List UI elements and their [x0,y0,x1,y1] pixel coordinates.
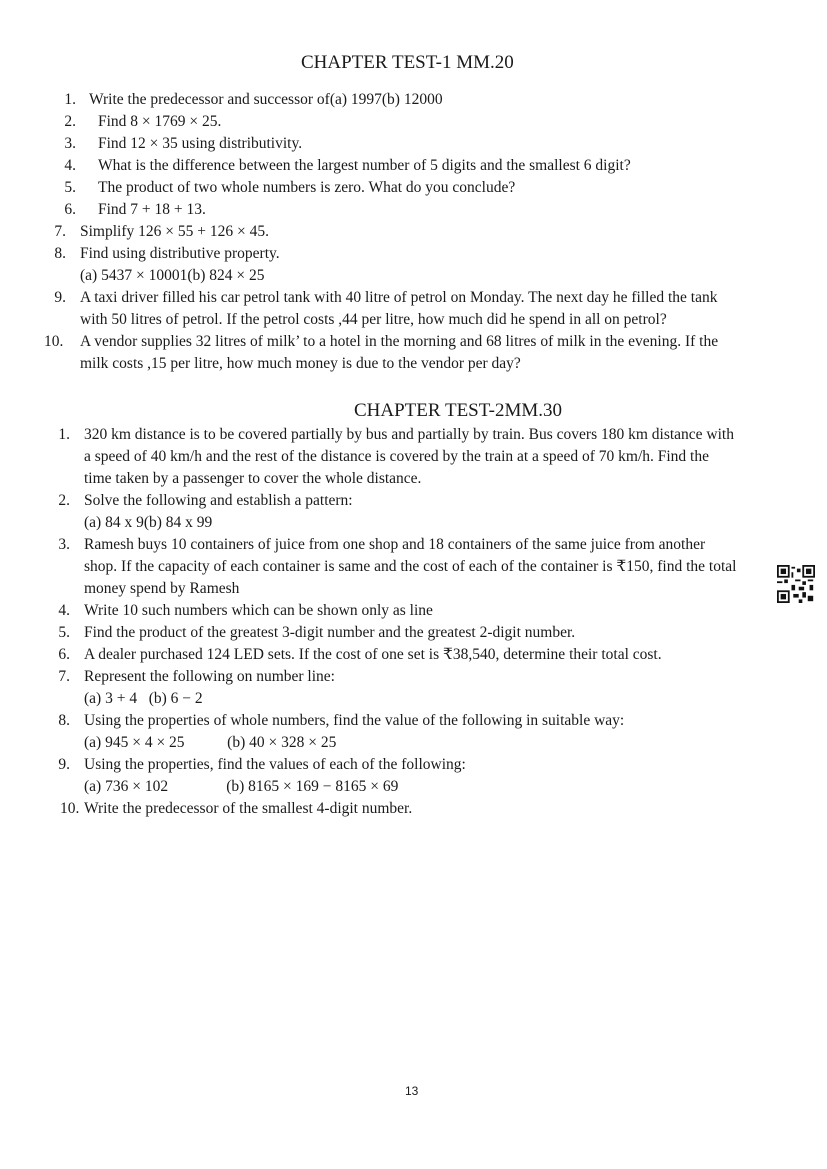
question-text-line-2: (a) 736 × 102 (b) 8165 × 169 − 8165 × 69 [84,778,399,795]
page-number: 13 [405,1084,419,1098]
question-text: Find the product of the greatest 3-digit number and the greatest 2-digit number. [84,624,576,641]
question-number: 4. [58,602,70,619]
question-text: Find using distributive property. [80,245,280,262]
question-number: 1. [64,91,76,108]
question-text-line-2: (a) 84 x 9(b) 84 x 99 [84,514,213,531]
question-text: Simplify 126 × 55 + 126 × 45. [80,223,269,240]
question-text-line-2: milk costs ,15 per litre, how much money is due to the vendor per day? [80,355,521,372]
question-number: 4. [64,157,76,174]
question-number: 10. [44,333,64,350]
question-text: Find 8 × 1769 × 25. [98,113,222,130]
question-number: 8. [54,245,66,262]
question-text-line-3: time taken by a passenger to cover the whole distance. [84,470,422,487]
qr-code-icon [777,565,815,603]
question-number: 3. [58,536,70,553]
question-number: 10. [60,800,80,817]
chapter-test-2-title: CHAPTER TEST-2MM.30 [354,400,562,421]
question-text: Using the properties, find the values of each of the following: [84,756,466,773]
question-text: 320 km distance is to be covered partially by bus and partially by train. Bus covers 180 km distance with [84,426,734,443]
question-text-line-2: (a) 945 × 4 × 25 (b) 40 × 328 × 25 [84,734,337,751]
question-number: 7. [54,223,66,240]
question-text: Find 7 + 18 + 13. [98,201,206,218]
question-text-line-2: a speed of 40 km/h and the rest of the distance is covered by the train at a speed of 70 km/h. Find the [84,448,709,465]
question-number: 2. [64,113,76,130]
question-text: Solve the following and establish a pattern: [84,492,353,509]
question-text-line-2: shop. If the capacity of each container is same and the cost of each of the container is ₹150, find the total [84,558,737,575]
question-text: What is the difference between the largest number of 5 digits and the smallest 6 digit? [98,157,631,174]
question-number: 5. [64,179,76,196]
question-text: Using the properties of whole numbers, find the value of the following in suitable way: [84,712,625,729]
question-text: Ramesh buys 10 containers of juice from one shop and 18 containers of the same juice from another [84,536,706,553]
question-number: 1. [58,426,70,443]
question-number: 3. [64,135,76,152]
question-text-line-2: (a) 5437 × 10001(b) 824 × 25 [80,267,265,284]
question-text-line-3: money spend by Ramesh [84,580,240,597]
question-number: 2. [58,492,70,509]
question-number: 9. [54,289,66,306]
question-number: 9. [58,756,70,773]
question-text: Find 12 × 35 using distributivity. [98,135,303,152]
question-number: 6. [64,201,76,218]
question-number: 5. [58,624,70,641]
question-number: 8. [58,712,70,729]
question-text: Write the predecessor and successor of(a) 1997(b) 12000 [89,91,443,108]
question-text: A dealer purchased 124 LED sets. If the cost of one set is ₹38,540, determine their total cost. [84,646,662,663]
question-number: 7. [58,668,70,685]
question-text-line-2: with 50 litres of petrol. If the petrol costs ,44 per litre, how much did he spend in all on petrol? [80,311,667,328]
question-text: Write 10 such numbers which can be shown only as line [84,602,433,619]
question-text: Represent the following on number line: [84,668,335,685]
question-text-line-2: (a) 3 + 4 (b) 6 − 2 [84,690,203,707]
question-text: A taxi driver filled his car petrol tank with 40 litre of petrol on Monday. The next day he filled the tank [80,289,718,306]
chapter-test-1-title: CHAPTER TEST-1 MM.20 [301,52,514,73]
question-number: 6. [58,646,70,663]
question-text: The product of two whole numbers is zero. What do you conclude? [98,179,516,196]
question-text: Write the predecessor of the smallest 4-digit number. [84,800,413,817]
question-text: A vendor supplies 32 litres of milk’ to a hotel in the morning and 68 litres of milk in the evening. If the [80,333,719,350]
